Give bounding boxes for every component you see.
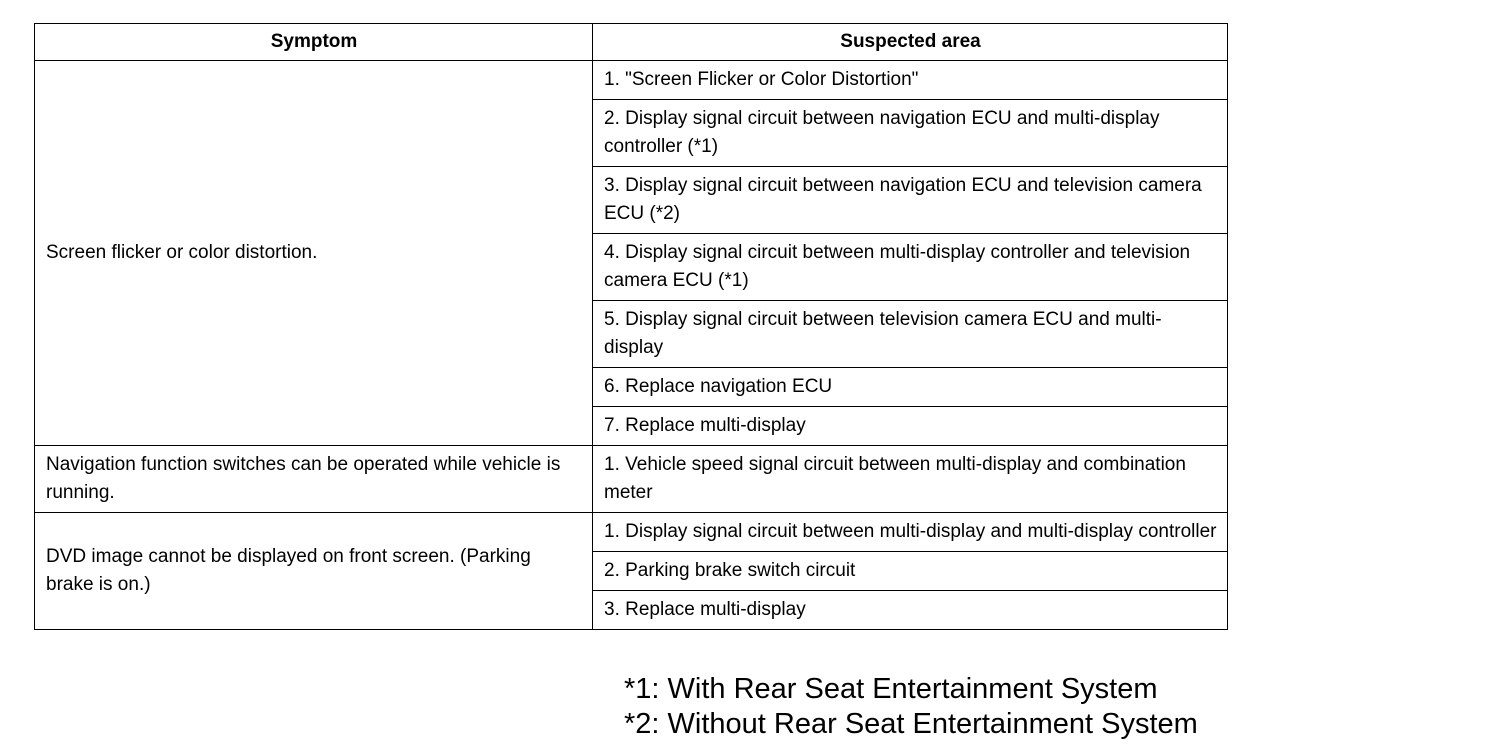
footnotes [624, 672, 1198, 742]
table-row [35, 446, 1228, 513]
suspected-area-cell: 1. Vehicle speed signal circuit between multi-display and combination meter [593, 446, 1228, 513]
symptom-cell: Navigation function switches can be operated while vehicle is running. [35, 446, 593, 513]
suspected-area-cell: 5. Display signal circuit between television camera ECU and multi-display [593, 301, 1228, 368]
suspected-area-cell: 3. Replace multi-display [593, 591, 1228, 630]
header-suspected-area: Suspected area [593, 24, 1228, 61]
footnote-1: *1: With Rear Seat Entertainment System [624, 673, 1158, 705]
suspected-area-cell: 6. Replace navigation ECU [593, 368, 1228, 407]
suspected-area-cell: 1. Display signal circuit between multi-display and multi-display controller [593, 513, 1228, 552]
symptom-cell: Screen flicker or color distortion. [35, 61, 593, 446]
suspected-area-cell: 2. Display signal circuit between navigation ECU and multi-display controller (*1) [593, 100, 1228, 167]
footnote-2: *2: Without Rear Seat Entertainment System [624, 708, 1198, 740]
suspected-area-cell: 1. "Screen Flicker or Color Distortion" [593, 61, 1228, 100]
table-header-row [35, 24, 1228, 61]
header-symptom: Symptom [35, 24, 593, 61]
problem-symptoms-table [34, 23, 1228, 630]
suspected-area-cell: 4. Display signal circuit between multi-display controller and television camera ECU (*1) [593, 234, 1228, 301]
suspected-area-cell: 7. Replace multi-display [593, 407, 1228, 446]
suspected-area-cell: 2. Parking brake switch circuit [593, 552, 1228, 591]
table-row [35, 513, 1228, 552]
table-row [35, 61, 1228, 100]
suspected-area-cell: 3. Display signal circuit between navigation ECU and television camera ECU (*2) [593, 167, 1228, 234]
symptom-cell: DVD image cannot be displayed on front screen. (Parking brake is on.) [35, 513, 593, 630]
